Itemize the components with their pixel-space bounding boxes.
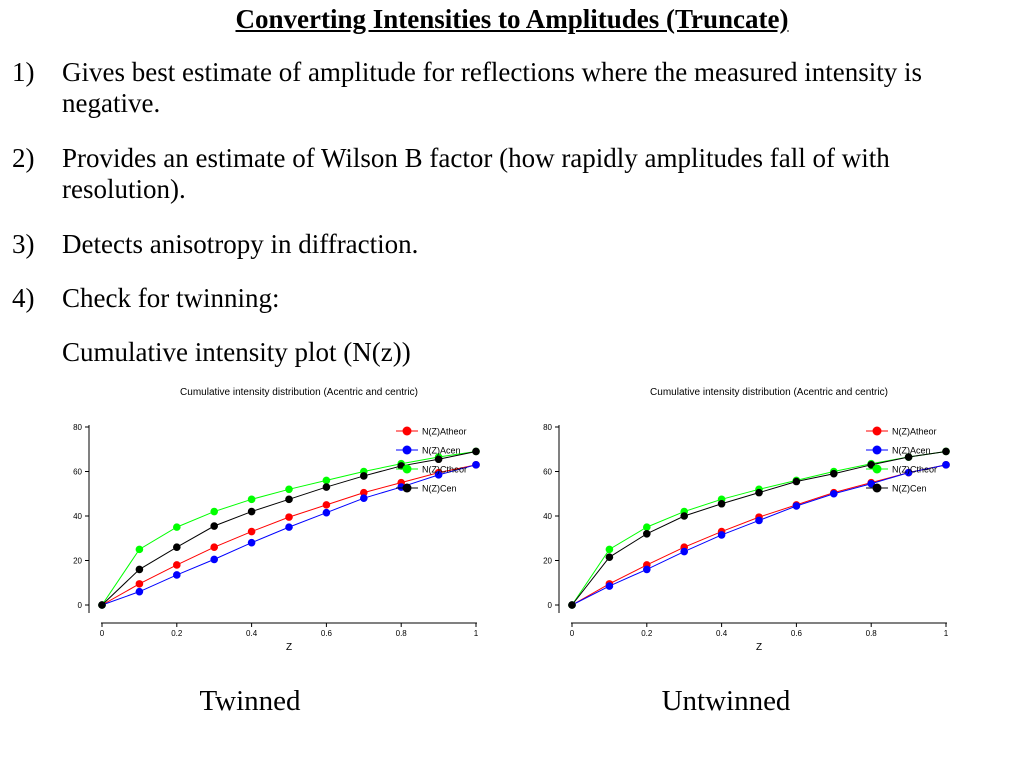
y-tick-label: 0 [547, 601, 552, 610]
data-point [755, 517, 763, 525]
y-tick-label: 60 [543, 467, 552, 477]
data-point [606, 553, 614, 561]
series-line [572, 451, 946, 605]
x-tick-label: 0.4 [246, 629, 258, 638]
data-point [285, 486, 293, 494]
data-point [793, 502, 801, 510]
bullet-text: Check for twinning: [62, 283, 280, 313]
data-point [830, 490, 838, 498]
bullet-text: Provides an estimate of Wilson B factor (how rapidly amplitudes fall of with resolution). [62, 143, 890, 204]
data-point [210, 556, 218, 564]
y-tick-label: 80 [543, 423, 552, 432]
y-tick-label: 20 [73, 556, 82, 566]
y-tick-label: 80 [73, 423, 82, 432]
data-point [472, 448, 480, 456]
bullet-number: 4) [12, 283, 35, 313]
x-tick-label: 0.8 [395, 629, 407, 638]
chart-twinned [58, 380, 498, 655]
data-point [323, 501, 331, 509]
data-point [173, 523, 181, 531]
x-axis-label: Z [285, 642, 293, 653]
x-tick-label: 0.2 [641, 629, 653, 638]
data-point [323, 509, 331, 517]
data-point [830, 470, 838, 478]
plot-subheading: Cumulative intensity plot (N(z)) [62, 337, 411, 367]
data-point [136, 580, 144, 588]
data-point [248, 508, 256, 516]
legend-marker [873, 484, 882, 493]
legend-marker [403, 484, 412, 493]
data-point [680, 548, 688, 556]
x-tick-label: 0.4 [716, 629, 728, 638]
data-point [173, 571, 181, 579]
bullet-text: Detects anisotropy in diffraction. [62, 229, 419, 259]
data-point [285, 523, 293, 531]
legend-label: N(Z)Atheor [892, 426, 937, 437]
data-point [136, 546, 144, 554]
legend-label: N(Z)Cen [892, 483, 927, 494]
data-point [942, 461, 950, 469]
legend-label: N(Z)Atheor [422, 426, 467, 437]
caption-twinned: Twinned [199, 685, 301, 717]
x-tick-label: 1 [943, 629, 949, 638]
data-point [680, 512, 688, 520]
x-tick-label: 0.6 [320, 629, 332, 638]
data-point [606, 546, 614, 554]
bullet-number: 3) [12, 229, 35, 259]
series-line [572, 451, 946, 605]
legend-marker [403, 427, 412, 436]
legend-label: N(Z)Acen [422, 445, 461, 456]
chart-untwinned [528, 380, 968, 655]
data-point [248, 539, 256, 547]
legend-marker [873, 446, 882, 455]
bullet-text: Gives best estimate of amplitude for reflections where the measured intensity is negative. [62, 57, 922, 118]
data-point [793, 478, 801, 486]
x-tick-label: 1 [473, 629, 479, 638]
x-tick-label: 0 [99, 629, 105, 638]
data-point [606, 582, 614, 590]
data-point [643, 566, 651, 574]
slide-title: Converting Intensities to Amplitudes (Truncate) [235, 4, 789, 34]
data-point [718, 500, 726, 508]
chart-title: Cumulative intensity distribution (Acentric and centric) [180, 387, 418, 398]
data-point [360, 472, 368, 480]
data-point [210, 508, 218, 516]
data-point [718, 531, 726, 539]
data-point [173, 561, 181, 569]
data-point [98, 601, 106, 609]
data-point [285, 513, 293, 521]
y-tick-label: 40 [543, 512, 552, 521]
legend-marker [403, 465, 412, 474]
legend-label: N(Z)Ctheor [422, 464, 468, 475]
data-point [323, 483, 331, 491]
legend-marker [873, 465, 882, 474]
bullet-number: 2) [12, 143, 35, 173]
data-point [568, 601, 576, 609]
x-axis-label: Z [755, 642, 763, 653]
data-point [360, 494, 368, 502]
chart-title: Cumulative intensity distribution (Acentric and centric) [650, 387, 888, 398]
legend-label: N(Z)Ctheor [892, 464, 938, 475]
data-point [285, 496, 293, 504]
y-tick-label: 20 [543, 556, 552, 566]
legend-label: N(Z)Cen [422, 483, 457, 494]
data-point [435, 455, 443, 463]
data-point [942, 448, 950, 456]
data-point [136, 588, 144, 596]
chart-twinned-svg [58, 380, 498, 655]
x-tick-label: 0.6 [790, 629, 802, 638]
y-tick-label: 0 [77, 601, 82, 610]
data-point [248, 496, 256, 504]
legend-marker [403, 446, 412, 455]
legend-label: N(Z)Acen [892, 445, 931, 456]
y-tick-label: 60 [73, 467, 82, 477]
data-point [323, 477, 331, 485]
chart-untwinned-svg [528, 380, 968, 655]
data-point [755, 489, 763, 497]
data-point [210, 522, 218, 530]
bullet-number: 1) [12, 57, 35, 87]
data-point [173, 543, 181, 551]
data-point [248, 528, 256, 536]
legend-marker [873, 427, 882, 436]
data-point [643, 523, 651, 531]
caption-untwinned: Untwinned [661, 685, 791, 717]
x-tick-label: 0 [569, 629, 575, 638]
data-point [472, 461, 480, 469]
data-point [643, 530, 651, 538]
x-tick-label: 0.2 [171, 629, 183, 638]
data-point [136, 566, 144, 574]
x-tick-label: 0.8 [865, 629, 877, 638]
y-tick-label: 40 [73, 512, 82, 521]
data-point [210, 543, 218, 551]
